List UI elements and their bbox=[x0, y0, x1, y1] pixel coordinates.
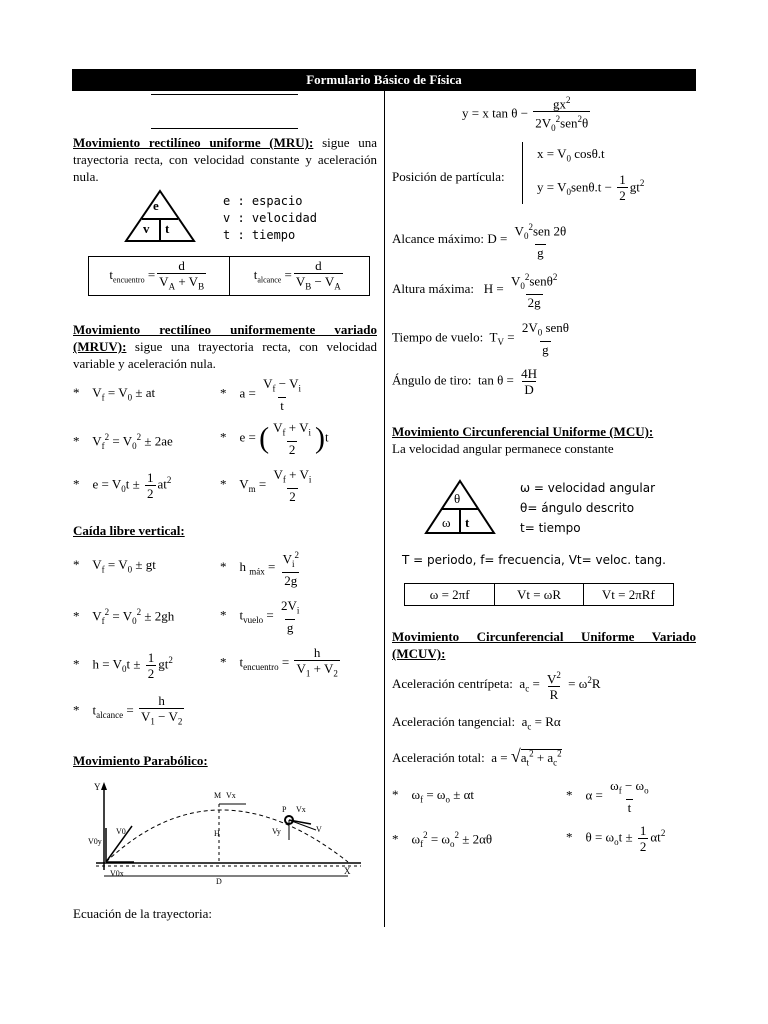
diagram-label: M bbox=[214, 791, 222, 800]
diagram-label: V0y bbox=[88, 837, 102, 846]
caida-heading: Caída libre vertical: bbox=[73, 523, 185, 538]
legend-item: t= tiempo bbox=[520, 521, 581, 535]
encuentro-label: encuentro bbox=[113, 275, 145, 285]
table-cell: Vt = 2πRf bbox=[583, 584, 673, 605]
formula: * $V_m$ = $\frac{V_f + V_i}{2}$ bbox=[220, 467, 312, 504]
diagram-label: V0x bbox=[110, 869, 124, 878]
encuentro-formula: $t_{encuentro}$ = $\frac{d}{V_A + V_B}$ bbox=[89, 257, 229, 295]
mru-time-box bbox=[88, 256, 370, 296]
alcance-formula: $t_{alcance}$ = $\frac{d}{V_B - V_A}$ bbox=[229, 257, 370, 295]
legend-item: v : velocidad bbox=[223, 211, 317, 225]
formula: * $\omega_f = \omega_o \pm \alpha t$ bbox=[392, 787, 475, 805]
angulo-row: Ángulo de tiro: tan θ = $\frac{4H}{D}$ bbox=[392, 366, 538, 397]
mcu-defs: T = periodo, f= frecuencia, Vt= veloc. tang. bbox=[402, 553, 666, 567]
legend-item: θ= ángulo descrito bbox=[520, 501, 635, 515]
formula: * $t_{alcance}$ = $\frac{h}{V_1 - V_2}$ bbox=[73, 693, 186, 730]
legend-item: ω = velocidad angular bbox=[520, 481, 656, 495]
mruv-heading: Movimiento rectilíneo uniformemente variado (MRUV): bbox=[73, 322, 377, 354]
formula: * $\omega_f^2 = \omega_o^2 \pm 2\alpha\theta$ bbox=[392, 830, 493, 849]
diagram-label: Y bbox=[94, 782, 101, 792]
altura-label: Altura máxima: bbox=[392, 280, 474, 296]
posicion-label: Posición de partícula: bbox=[392, 169, 505, 184]
formula: * $t_{vuelo}$ = $\frac{2V_i}{g}$ bbox=[220, 598, 300, 635]
table-cell: ω = 2πf bbox=[429, 586, 470, 602]
alcance-row: Alcance máximo: D = $\frac{V_0^2sen 2\theta}{g}$ bbox=[392, 222, 567, 260]
formula: * $h = V_0t$ ± $\frac{1}{2}$ $gt^2$ bbox=[73, 650, 173, 681]
mcuv-heading: Movimiento Circunferencial Uniforme Variado (MCUV): bbox=[392, 629, 696, 661]
rule bbox=[151, 94, 298, 95]
tri-t: t bbox=[465, 515, 470, 530]
column-divider bbox=[384, 91, 385, 927]
mcu-legend bbox=[520, 478, 655, 538]
tangencial-label: Aceleración tangencial: bbox=[392, 714, 516, 729]
formula: * a = $\frac{V_f - V_i}{t}$ bbox=[220, 376, 302, 413]
diagram-label: X bbox=[344, 866, 351, 876]
mcu-description: La velocidad angular permanece constante bbox=[392, 441, 614, 456]
page-title: Formulario Básico de Física bbox=[72, 69, 696, 91]
alcance-label: Alcance máximo: bbox=[392, 230, 485, 246]
tri-omega: ω bbox=[442, 515, 451, 530]
tri-right-label: t bbox=[165, 221, 170, 236]
mru-description: sigue una trayectoria recta, con velocidad constante y aceleración nula. bbox=[73, 135, 377, 184]
formula: * e = ( $\frac{V_f + V_i}{2}$ )t bbox=[220, 420, 329, 457]
tangencial-row: Aceleración tangencial: $a_c = R\alpha$ bbox=[392, 714, 561, 732]
legend-item: t : tiempo bbox=[223, 228, 296, 242]
parabolico-heading: Movimiento Parabólico: bbox=[73, 753, 208, 768]
formula: * $V_f = V_0$ ± gt bbox=[73, 557, 156, 575]
mcu-triangle bbox=[424, 479, 496, 535]
tri-left-label: v bbox=[143, 221, 150, 236]
mruv-description: sigue una trayectoria recta, con velocidad variable y aceleración nula. bbox=[73, 339, 377, 371]
table-cell: Vt = ωR bbox=[494, 584, 582, 605]
tiempo-row: Tiempo de vuelo: $T_V$ = $\frac{2V_0 sen\theta}{g}$ bbox=[392, 320, 570, 357]
mcu-section bbox=[392, 423, 696, 457]
mruv-section bbox=[73, 321, 377, 372]
total-label: Aceleración total: bbox=[392, 750, 485, 765]
centripeta-label: Aceleración centrípeta: bbox=[392, 676, 513, 692]
rule bbox=[151, 128, 298, 129]
mru-legend bbox=[223, 193, 317, 244]
tri-top-label: e bbox=[153, 198, 159, 213]
tiempo-label: Tiempo de vuelo: bbox=[392, 329, 484, 345]
diagram-label: H bbox=[214, 829, 220, 838]
diagram-label: V bbox=[316, 825, 322, 834]
diagram-label: Vy bbox=[272, 827, 281, 836]
mcu-heading: Movimiento Circunferencial Uniforme (MCU): bbox=[392, 424, 654, 439]
total-row: Aceleración total: $a = √a_t^2 + a_c^2$ bbox=[392, 746, 562, 768]
tri-theta: θ bbox=[454, 491, 461, 506]
diagram-label: Vx bbox=[226, 791, 236, 800]
formula: * $\theta = \omega_ot$ ± $\frac{1}{2}$ $\alpha t^2$ bbox=[566, 823, 666, 854]
formula: * $V_f = V_0$ ± at bbox=[73, 385, 156, 403]
posicion-formula: $x = V_0$ cosθ.t $y = V_0sen\theta.t$ − $\frac{1}{2}$ $gt^2$ bbox=[522, 142, 644, 204]
mru-section bbox=[73, 134, 377, 185]
diagram-label: Vx bbox=[296, 805, 306, 814]
diagram-label: V0 bbox=[116, 827, 126, 836]
formula: * $e = V_0t$ ± $\frac{1}{2}$ $at^2$ bbox=[73, 470, 172, 501]
formula: * α = $\frac{\omega_f - \omega_o}{t}$ bbox=[566, 778, 649, 815]
angulo-label: Ángulo de tiro: bbox=[392, 372, 472, 388]
formula: * h $_{máx}$ = $\frac{V_i^2}{2g}$ bbox=[220, 550, 299, 588]
altura-row: Altura máxima: H = $\frac{V_0^2sen\theta^2}{2g}$ bbox=[392, 272, 558, 310]
formula: * $t_{encuentro}$ = $\frac{h}{V_1 + V_2}$ bbox=[220, 645, 342, 682]
diagram-label: P bbox=[282, 805, 287, 814]
mru-heading: Movimiento rectilíneo uniforme (MRU): bbox=[73, 135, 314, 150]
centripeta-row: Aceleración centrípeta: $a_c$ = $\frac{V^2}{R}$ = $\omega^2R$ bbox=[392, 670, 601, 703]
formula: * $V_f^2 = V_0^2 \pm 2ae$ bbox=[73, 432, 173, 451]
trayectoria-label: Ecuación de la trayectoria: bbox=[73, 906, 212, 921]
formula: * $V_f^2 = V_0^2 \pm 2gh$ bbox=[73, 607, 175, 626]
legend-item: e : espacio bbox=[223, 194, 303, 208]
trajectory-formula: y = x tan θ − $\frac{gx^2}{2V_0^2sen^2\theta}$ bbox=[462, 93, 592, 136]
mru-triangle bbox=[124, 189, 196, 243]
parabolic-diagram bbox=[86, 778, 366, 886]
diagram-label: D bbox=[216, 877, 222, 886]
alcance-label: alcance bbox=[257, 275, 282, 285]
mcu-table bbox=[404, 583, 674, 606]
